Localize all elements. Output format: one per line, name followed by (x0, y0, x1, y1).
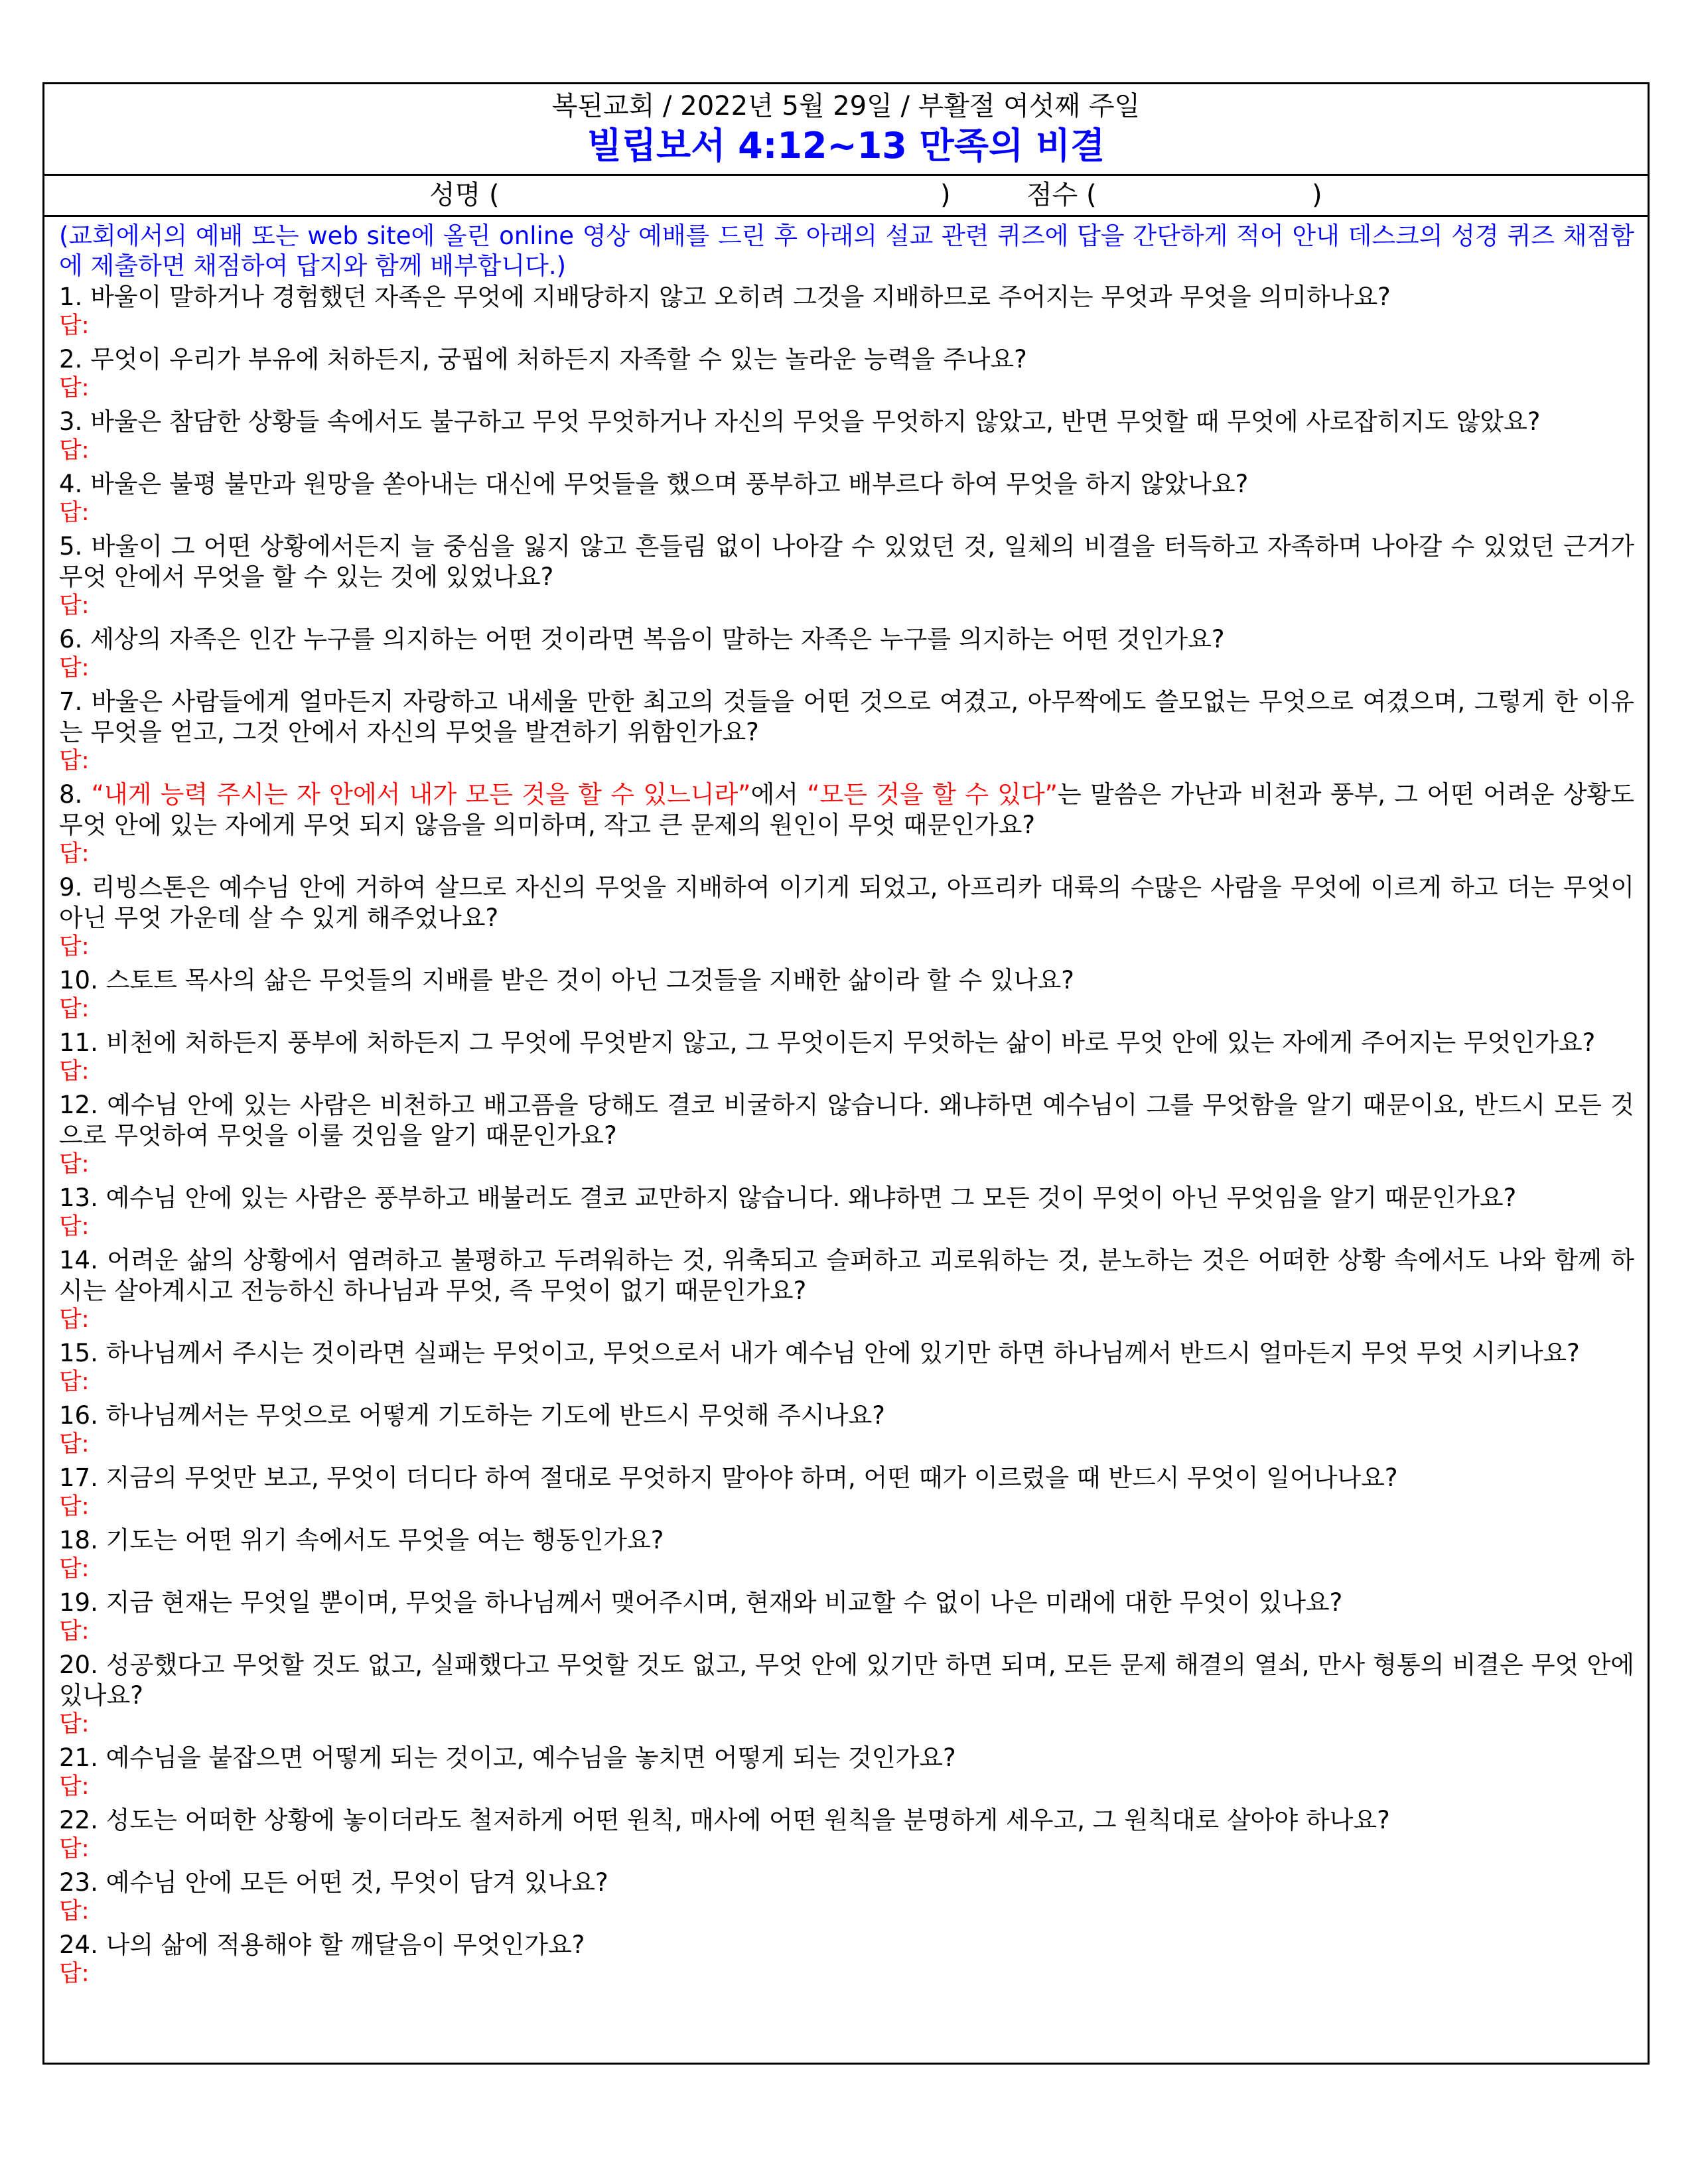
scripture-quote: “내게 능력 주시는 자 안에서 내가 모든 것을 할 수 있느니라” (91, 780, 751, 809)
question-6: 6. 세상의 자족은 인간 누구를 의지하는 어떤 것이라면 복음이 말하는 자족은 누구를 의지하는 어떤 것인가요? (59, 625, 1225, 653)
quiz-sheet (42, 82, 1650, 2065)
question-12: 12. 예수님 안에 있는 사람은 비천하고 배고픔을 당해도 결코 비굴하지 않습니다. 왜냐하면 예수님이 그를 무엇함을 알기 때문이요, 반드시 모든 것으로 무엇하여 무엇을 이룰 것임을 알기 때문인가요? (59, 1091, 1634, 1150)
name-close: ) (940, 180, 951, 210)
answer-label[interactable]: 답: (59, 748, 90, 774)
question-2: 2. 무엇이 우리가 부유에 처하든지, 궁핍에 처하든지 자족할 수 있는 놀라운 능력을 주나요? (59, 345, 1027, 374)
question-11: 11. 비천에 처하든지 풍부에 처하든지 그 무엇에 무엇받지 않고, 그 무엇이든지 무엇하는 삶이 바로 무엇 안에 있는 자에게 주어지는 무엇인가요? (59, 1028, 1596, 1057)
name-score-row (44, 176, 1648, 217)
answer-label[interactable]: 답: (59, 437, 90, 464)
answer-label[interactable]: 답: (59, 933, 90, 960)
question-3: 3. 바울은 참담한 상황들 속에서도 불구하고 무엇 무엇하거나 자신의 무엇을 무엇하지 않았고, 반면 무엇할 때 무엇에 사로잡히지도 않았요? (59, 407, 1541, 436)
church-date-line: 복된교회 / 2022년 5월 29일 / 부활절 여섯째 주일 (551, 91, 1141, 121)
answer-label[interactable]: 답: (59, 500, 90, 526)
answer-label[interactable]: 답: (59, 1493, 90, 1520)
question-19: 19. 지금 현재는 무엇일 뿐이며, 무엇을 하나님께서 맺어주시며, 현재와 비교할 수 없이 나은 미래에 대한 무엇이 있나요? (59, 1588, 1343, 1617)
question-17: 17. 지금의 무엇만 보고, 무엇이 더디다 하여 절대로 무엇하지 말아야 하며, 어떤 때가 이르렀을 때 반드시 무엇이 일어나나요? (59, 1464, 1398, 1492)
question-8-number: 8. (59, 780, 92, 809)
answer-label[interactable]: 답: (59, 1898, 90, 1925)
answer-label[interactable]: 답: (59, 996, 90, 1022)
page-title: 빌립보서 4:12~13 만족의 비결 (587, 125, 1105, 167)
question-14: 14. 어려운 삶의 상황에서 염려하고 불평하고 두려워하는 것, 위축되고 슬퍼하고 괴로워하는 것, 분노하는 것은 어떠한 상황 속에서도 나와 함께 하시는 살아계시고 전능하신 하나님과 무엇, 즉 무엇이 없기 때문인가요? (59, 1246, 1634, 1305)
scripture-phrase: “모든 것을 할 수 있다” (807, 780, 1058, 809)
answer-label[interactable]: 답: (59, 655, 90, 681)
answer-label[interactable]: 답: (59, 1431, 90, 1458)
question-1: 1. 바울이 말하거나 경험했던 자족은 무엇에 지배당하지 않고 오히려 그것을 지배하므로 주어지는 무엇과 무엇을 의미하나요? (59, 283, 1391, 311)
answer-label[interactable]: 답: (59, 592, 90, 619)
question-7: 7. 바울은 사람들에게 얼마든지 자랑하고 내세울 만한 최고의 것들을 어떤 것으로 여겼고, 아무짝에도 쓸모없는 무엇으로 여겼으며, 그렇게 한 이유는 무엇을 얻고, 그것 안에서 자신의 무엇을 발견하기 위함인가요? (59, 687, 1634, 746)
header (44, 84, 1648, 176)
answer-label[interactable]: 답: (59, 1306, 90, 1333)
answer-label[interactable]: 답: (59, 1556, 90, 1582)
answer-label[interactable]: 답: (59, 1213, 90, 1240)
answer-label[interactable]: 답: (59, 1618, 90, 1645)
answer-label[interactable]: 답: (59, 312, 90, 339)
answer-label[interactable]: 답: (59, 375, 90, 401)
answer-label[interactable]: 답: (59, 1773, 90, 1800)
question-5: 5. 바울이 그 어떤 상황에서든지 늘 중심을 잃지 않고 흔들림 없이 나아갈 수 있었던 것, 일체의 비결을 터득하고 자족하며 나아갈 수 있었던 근거가 무엇 안에서 무엇을 할 수 있는 것에 있었나요? (59, 532, 1634, 591)
answer-label[interactable]: 답: (59, 1151, 90, 1178)
question-8-connector: 에서 (750, 780, 808, 809)
score-label: 점수 ( (1026, 180, 1097, 210)
answer-label[interactable]: 답: (59, 1960, 90, 1987)
question-4: 4. 바울은 불평 불만과 원망을 쏟아내는 대신에 무엇들을 했으며 풍부하고 배부르다 하여 무엇을 하지 않았나요? (59, 470, 1249, 498)
question-22: 22. 성도는 어떠한 상황에 놓이더라도 철저하게 어떤 원칙, 매사에 어떤 원칙을 분명하게 세우고, 그 원칙대로 살아야 하나요? (59, 1806, 1390, 1834)
question-21: 21. 예수님을 붙잡으면 어떻게 되는 것이고, 예수님을 놓치면 어떻게 되는 것인가요? (59, 1743, 956, 1772)
instructions: (교회에서의 예배 또는 web site에 올린 online 영상 예배를 드린 후 아래의 설교 관련 퀴즈에 답을 간단하게 적어 안내 데스크의 성경 퀴즈 채점함에 제출하면 채점하여 답지와 함께 배부합니다.) (59, 222, 1634, 280)
question-23: 23. 예수님 안에 모든 어떤 것, 무엇이 담겨 있나요? (59, 1868, 608, 1897)
answer-label[interactable]: 답: (59, 1369, 90, 1395)
answer-label[interactable]: 답: (59, 1711, 90, 1738)
question-10: 10. 스토트 목사의 삶은 무엇들의 지배를 받은 것이 아닌 그것들을 지배한 삶이라 할 수 있나요? (59, 966, 1074, 994)
answer-label[interactable]: 답: (59, 1058, 90, 1085)
question-8-text: 는 말씀은 가난과 비천과 풍부, 그 어떤 어려운 상황도 무엇 안에 있는 자에게 무엇 되지 않음을 의미하며, 작고 큰 문제의 원인이 무엇 때문인가요? (59, 780, 1634, 839)
question-13: 13. 예수님 안에 있는 사람은 풍부하고 배불러도 결코 교만하지 않습니다. 왜냐하면 그 모든 것이 무엇이 아닌 무엇임을 알기 때문인가요? (59, 1184, 1517, 1212)
answer-label[interactable]: 답: (59, 841, 90, 867)
quiz-body (44, 217, 1648, 1987)
question-20: 20. 성공했다고 무엇할 것도 없고, 실패했다고 무엇할 것도 없고, 무엇 안에 있기만 하면 되며, 모든 문제 해결의 열쇠, 만사 형통의 비결은 무엇 안에 있나요? (59, 1651, 1634, 1710)
question-24: 24. 나의 삶에 적용해야 할 깨달음이 무엇인가요? (59, 1931, 585, 1959)
score-close: ) (1312, 180, 1322, 210)
question-15: 15. 하나님께서 주시는 것이라면 실패는 무엇이고, 무엇으로서 내가 예수님 안에 있기만 하면 하나님께서 반드시 얼마든지 무엇 무엇 시키나요? (59, 1339, 1580, 1367)
question-16: 16. 하나님께서는 무엇으로 어떻게 기도하는 기도에 반드시 무엇해 주시나요? (59, 1401, 885, 1430)
answer-label[interactable]: 답: (59, 1836, 90, 1862)
question-9: 9. 리빙스톤은 예수님 안에 거하여 살므로 자신의 무엇을 지배하여 이기게 되었고, 아프리카 대륙의 수많은 사람을 무엇에 이르게 하고 더는 무엇이 아닌 무엇 가운데 살 수 있게 해주었나요? (59, 873, 1634, 932)
question-8 (59, 780, 1634, 841)
name-label: 성명 ( (429, 180, 500, 210)
question-18: 18. 기도는 어떤 위기 속에서도 무엇을 여는 행동인가요? (59, 1526, 664, 1554)
